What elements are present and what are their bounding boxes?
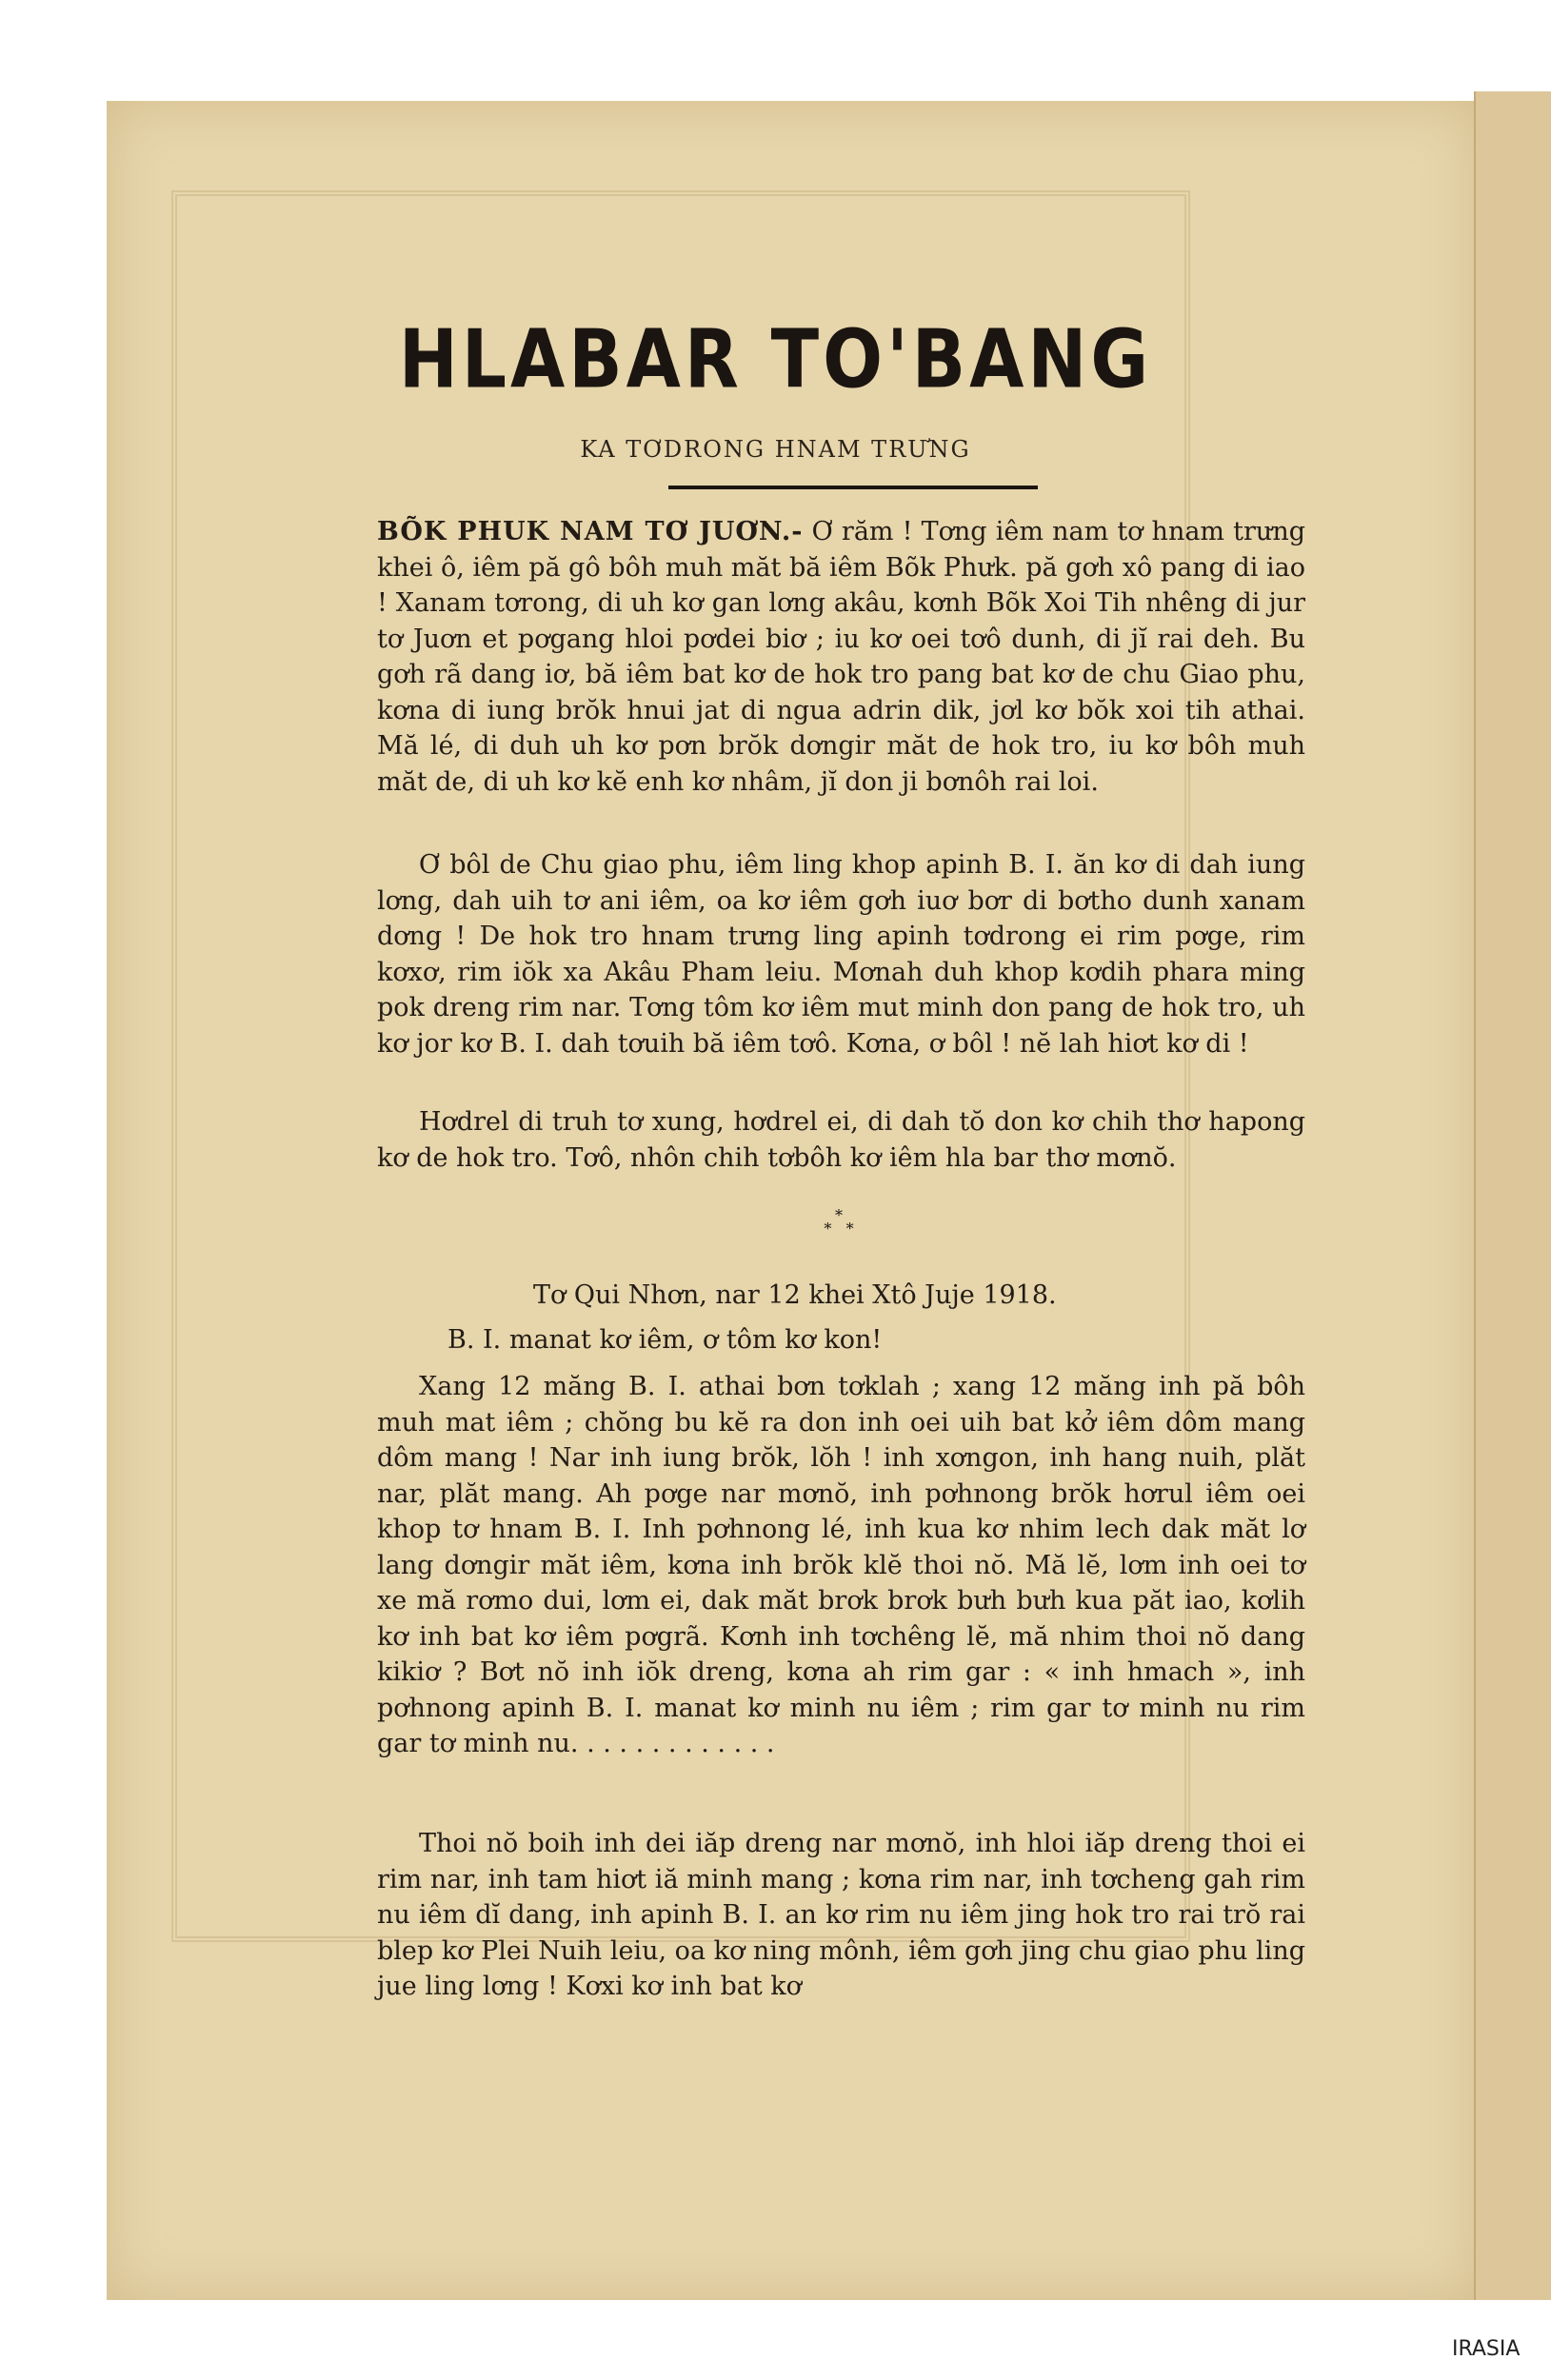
page-subtitle: KA TƠDRONG HNAM TRƯNG [580,436,971,463]
page-title: HLABAR TO'BANG [398,312,1153,407]
intro-text: Ơ răm ! Tơng iêm nam tơ hnam trưng khei ô, iêm pă gô bôh muh măt bă iêm Bõk Phưk. pă gơh xô pang di iao ! Xanam tơrong, di uh kơ gan lơng akâu, kơnh Bõk Xoi Tih nhêng di jur tơ Juơn et pơgang hloi pơdei biơ ; iu kơ oei tơô dunh, di jĭ rai deh. Bu gơh rã dang iơ, bă iêm bat kơ de hok tro pang bat kơ de chu Giao phu, kơna di iung brŏk hnui jat di ngua adrin dik, jơl kơ bŏk xoi tih athai. Mă lé, di duh uh kơ pơn brŏk dơngir măt de hok tro, iu kơ bôh muh măt de, di uh kơ kĕ enh kơ nhâm, jĭ don ji bơnôh rai loi. [377,517,1305,797]
paragraph-2: Ơ bôl de Chu giao phu, iêm ling khop apinh B. I. ăn kơ di dah iung lơng, dah uih tơ ani iêm, oa kơ iêm gơh iuơ bơr di bơtho dunh xanam dơng ! De hok tro hnam trưng ling apinh tơdrong ei rim pơge, rim kơxơ, rim iŏk xa Akâu Pham leiu. Mơnah duh khop kơdih phara ming pok dreng rim nar. Tơng tôm kơ iêm mut minh don pang de hok tro, uh kơ jor kơ B. I. dah tơuih bă iêm tơô. Kơna, ơ bôl ! nĕ lah hiơt kơ di ! [377,850,1305,1059]
paragraph-5: Thoi nŏ boih inh dei iăp dreng nar mơnŏ, inh hloi iăp dreng thoi ei rim nar, inh tam hiơt iă minh mang ; kơna rim nar, inh tơcheng gah rim nu iêm dĭ dang, inh apinh B. I. an kơ rim nu iêm jing hok tro rai trŏ rai blep kơ Plei Nuih leiu, oa kơ ning mônh, iêm gơh jing chu giao phu ling jue ling lơng ! Kơxi kơ inh bat kơ [377,1829,1305,2001]
title-divider [668,486,1038,489]
watermark-label: IRASIA [1452,2337,1521,2361]
intro-lead: BÕK PHUK NAM TƠ JUƠN.- [377,517,804,546]
section-separator-icon: * * * [824,1206,854,1238]
letter-greeting: B. I. manat kơ iêm, ơ tôm kơ kon! [447,1325,883,1355]
intro-paragraph [377,514,1305,800]
letter-heading: Tơ Qui Nhơn, nar 12 khei Xtô Juje 1918. [533,1280,1057,1310]
paragraph-3: Hơdrel di truh tơ xung, hơdrel ei, di dah tŏ don kơ chih thơ hapong kơ de hok tro. Tơô, nhôn chih tơbôh kơ iêm hla bar thơ mơnŏ. [377,1107,1305,1173]
paragraph-4: Xang 12 măng B. I. athai bơn tơklah ; xang 12 măng inh pă bôh muh mat iêm ; chŏng bu kĕ ra don inh oei uih bat kở iêm dôm mang dôm mang ! Nar inh iung brŏk, lŏh ! inh xơngon, inh hang nuih, plăt nar, plăt mang. Ah pơge nar mơnŏ, inh pơhnong brŏk hơrul iêm oei khop tơ hnam B. I. Inh pơhnong lé, inh kua kơ nhim lech dak măt lơ lang dơngir măt iêm, kơna inh brŏk klĕ thoi nŏ. Mă lĕ, lơm inh oei tơ xe mă rơmo dui, lơm ei, dak măt brơk brơk bưh bưh kua păt iao, kơlih kơ inh bat kơ iêm pơgrã. Kơnh inh tơchêng lĕ, mă nhim thoi nŏ dang kikiơ ? Bơt nŏ inh iŏk dreng, kơna ah rim gar : « inh hmach », inh pơhnong apinh B. I. manat kơ minh nu iêm ; rim gar tơ minh nu rim gar tơ minh nu. . . . . . . . . . . . . [377,1372,1305,1758]
adjacent-page-edge [1474,91,1551,2300]
